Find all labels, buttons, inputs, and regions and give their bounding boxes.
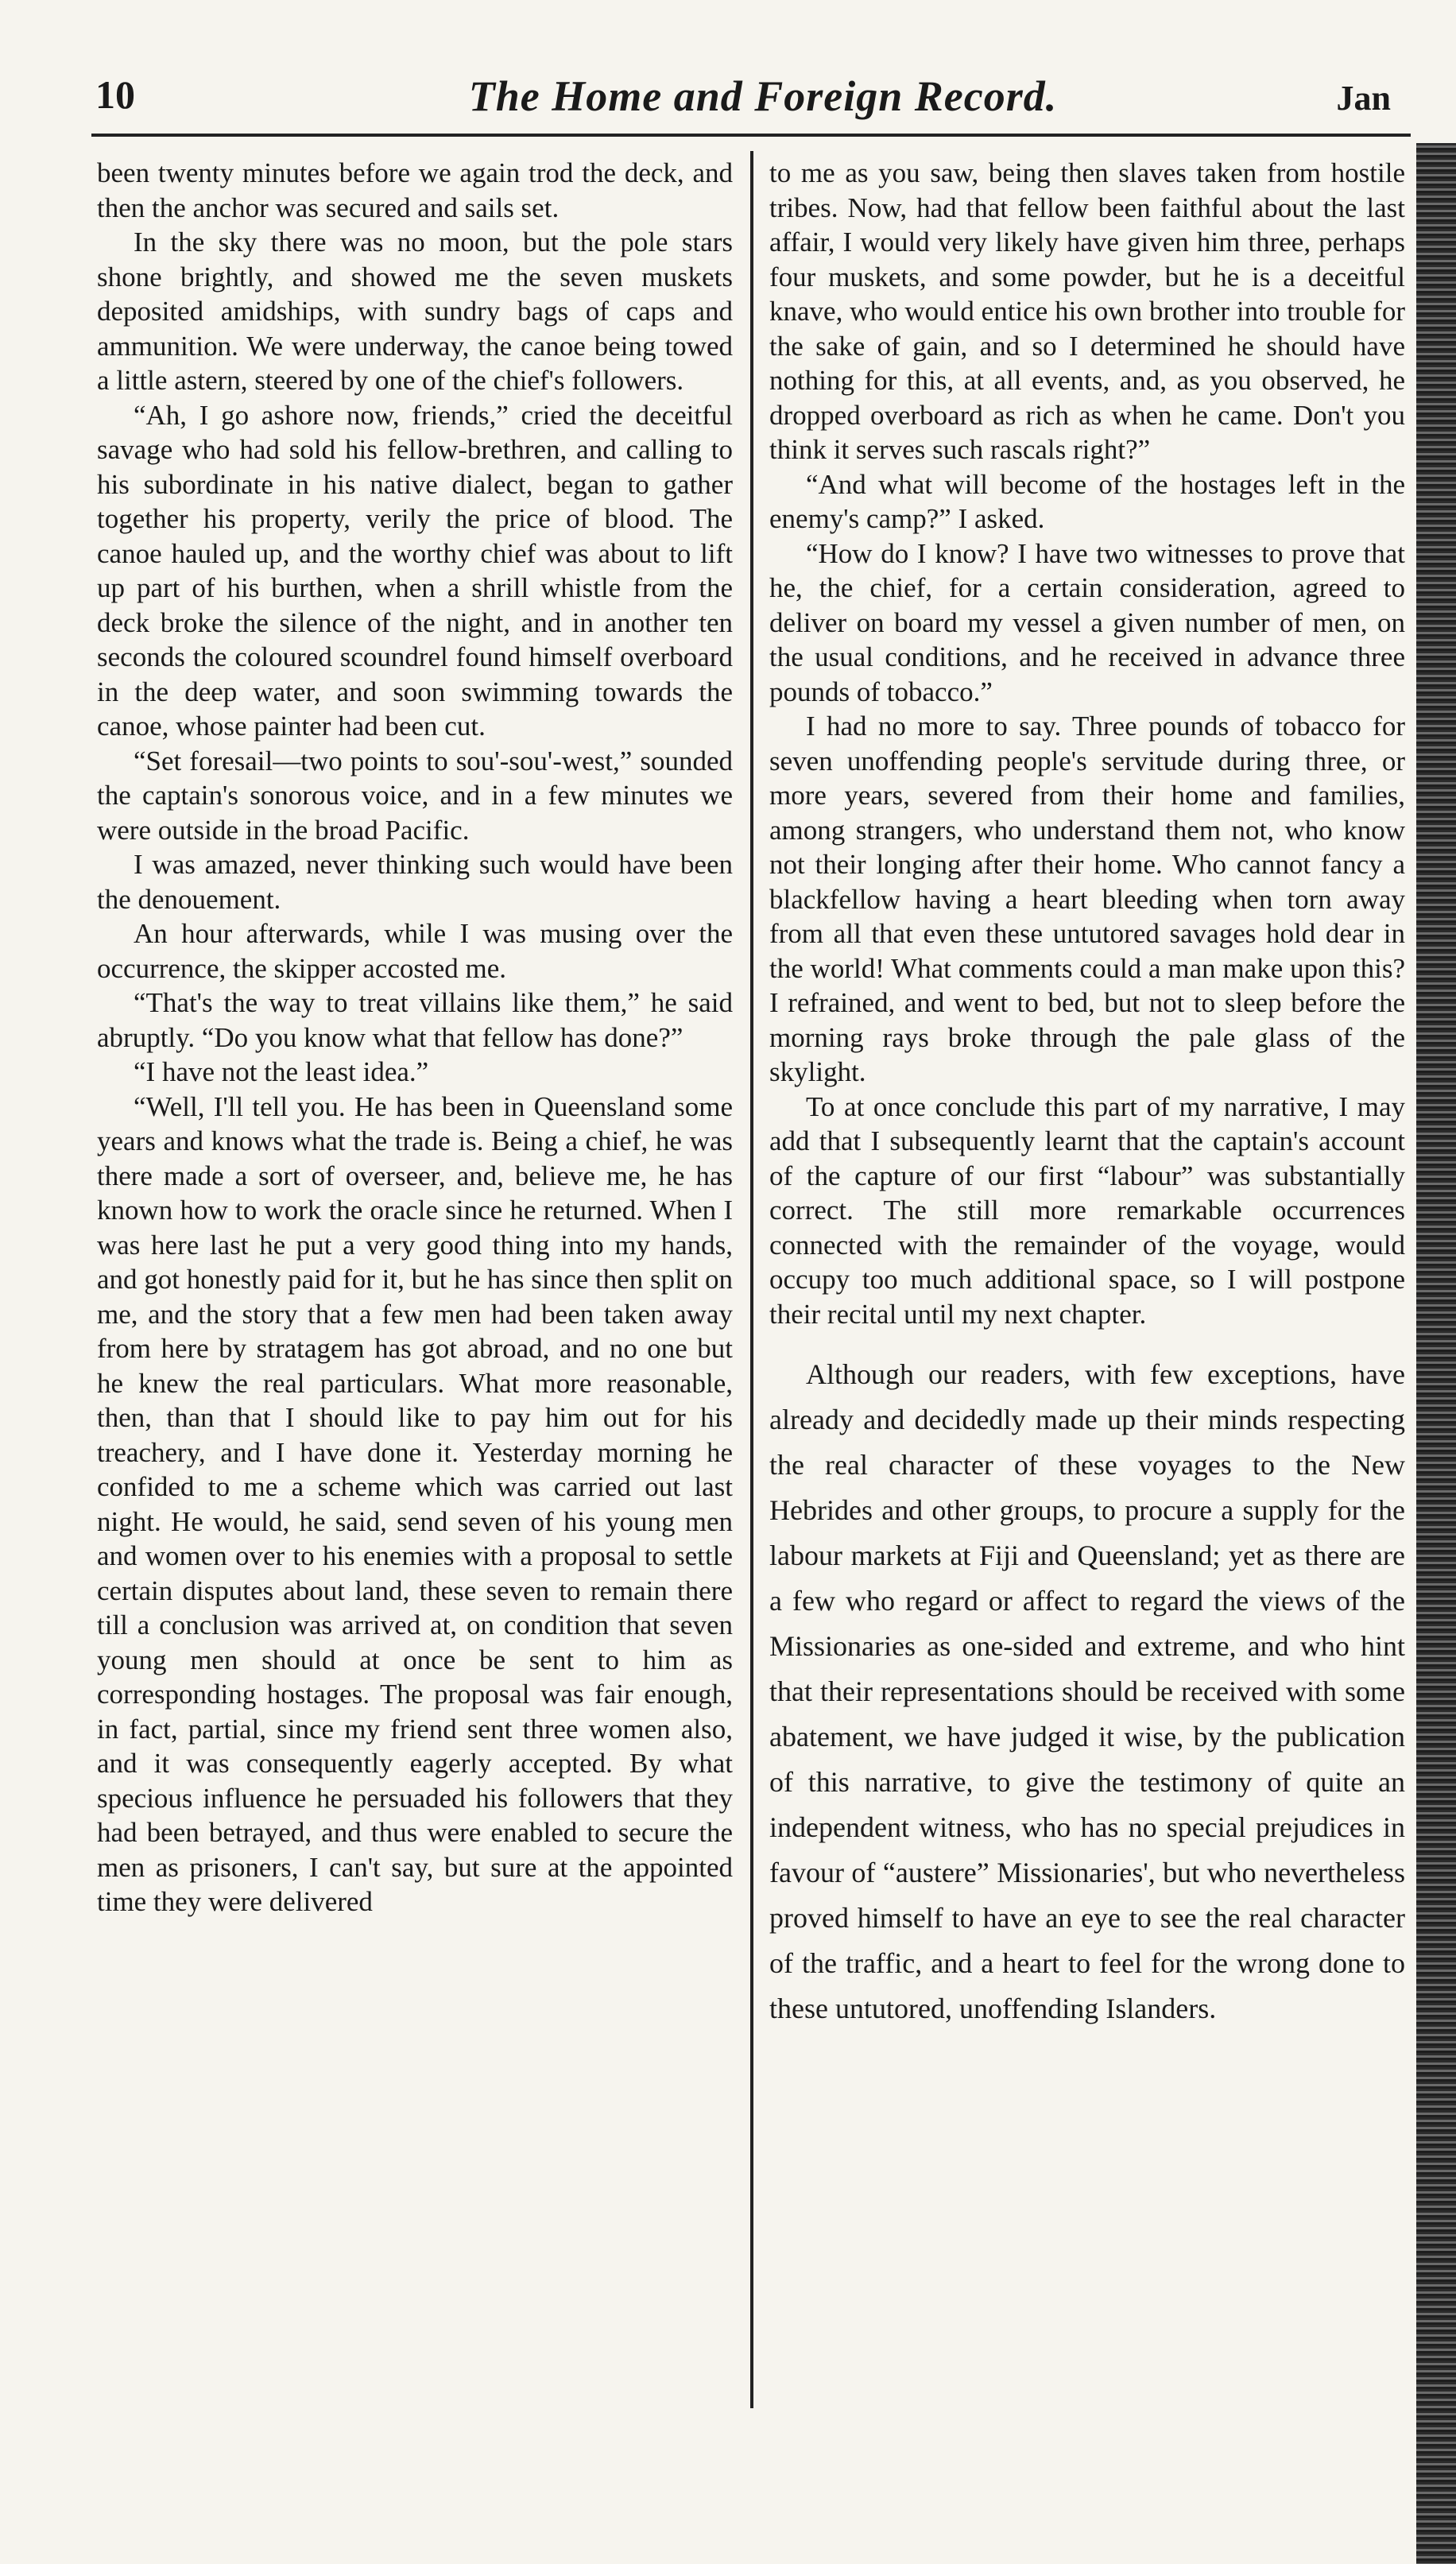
page-edge-binding	[1416, 143, 1456, 2564]
page-number: 10	[95, 72, 135, 117]
editorial-note: Although our readers, with few exceptions, have already and decidedly made up their minds respecting the real character of these voyages to the New Hebrides and other groups, to procure a supply for the labour markets at Fiji and Queensland; yet as there are a few who regard or affect to regard the views of the Missionaries as one-sided and extreme, and who hint that their representations should be received with some abatement, we have judged it wise, by the publication of this narrative, to give the testimony of quite an independent witness, who has no special prejudices in favour of “austere” Missionaries', but who nevertheless proved himself to have an eye to see the real character of the traffic, and a heart to feel for the wrong done to these untutored, unoffending Islanders.	[769, 1358, 1405, 2024]
paragraph: been twenty minutes before we again trod the deck, and then the anchor was secured and sails set.	[97, 157, 733, 223]
journal-title: The Home and Foreign Record.	[468, 72, 1058, 120]
paragraph: “I have not the least idea.”	[134, 1056, 429, 1087]
issue-month: Jan	[1336, 79, 1391, 118]
paragraph: In the sky there was no moon, but the pole stars shone brightly, and showed me the seven muskets deposited amidships, with sundry bags of caps and ammunition. We were underway, the canoe being towed a little astern, steered by one of the chief's followers.	[97, 227, 733, 396]
paragraph: “And what will become of the hostages left in the enemy's camp?” I asked.	[769, 468, 1405, 534]
paragraph: “Set foresail—two points to sou'-sou'-west,” sounded the captain's sonorous voice, and in a few minutes we were outside in the broad Pacific.	[97, 745, 733, 846]
paragraph: “That's the way to treat villains like them,” he said abruptly. “Do you know what that fellow has done?”	[97, 987, 733, 1053]
paragraph: “Ah, I go ashore now, friends,” cried the deceitful savage who had sold his fellow-brethren, and calling to his subordinate in his native dialect, began to gather together his property, verily the price of blood. The canoe hauled up, and the worthy chief was about to lift up part of his burthen, when a shrill whistle from the deck broke the silence of the night, and in another ten seconds the coloured scoundrel found himself overboard in the deep water, and soon swimming towards the canoe, whose painter had been cut.	[97, 399, 733, 742]
paragraph: To at once conclude this part of my narrative, I may add that I subsequently learnt that the captain's account of the capture of our first “labour” was substantially correct. The still more remarkable occurrences connected with the remainder of the voyage, would occupy too much additional space, so I will postpone their recital until my next chapter.	[769, 1090, 1405, 1330]
column-divider	[750, 151, 753, 2408]
paragraph: An hour afterwards, while I was musing over the occurrence, the skipper accosted me.	[97, 918, 733, 984]
paragraph: I had no more to say. Three pounds of tobacco for seven unoffending people's servitude during three, or more years, severed from their home and families, among strangers, who understand them not, who know not their longing after their home. Who cannot fancy a blackfellow having a heart bleeding when torn away from all that even these untutored savages hold dear in the world! What comments could a man make upon this? I refrained, and went to bed, but not to sleep before the morning rays broke through the pale glass of the skylight.	[769, 711, 1405, 1087]
right-column	[769, 156, 1405, 2031]
left-column	[97, 156, 733, 1919]
paragraph: I was amazed, never thinking such would have been the denouement.	[97, 849, 733, 915]
header-rule	[91, 134, 1411, 137]
page-header	[95, 72, 1407, 135]
paragraph: “Well, I'll tell you. He has been in Queensland some years and knows what the trade is. Being a chief, he was there made a sort of overseer, and, believe me, he has known how to work the oracle since he returned. When I was here last he put a very good thing into my hands, and got honestly paid for it, but he has since then split on me, and the story that a few men had been taken away from here by stratagem has got abroad, and no one but he knew the real particulars. What more reasonable, then, than that I should like to pay him out for his treachery, and I have done it. Yesterday morning he confided to me a scheme which was carried out last night. He would, he said, send seven of his young men and women over to his enemies with a proposal to settle certain disputes about land, these seven to remain there till a conclusion was arrived at, on condition that seven young men should at once be sent to him as corresponding hostages. The proposal was fair enough, in fact, partial, since my friend sent three women also, and it was consequently eagerly accepted. By what specious influence he persuaded his followers that they had been betrayed, and thus were enabled to secure the men as prisoners, I can't say, but sure at the appointed time they were delivered	[97, 1090, 734, 1917]
paragraph: to me as you saw, being then slaves taken from hostile tribes. Now, had that fellow been faithful about the last affair, I would very likely have given him three, perhaps four muskets, and some powder, but he is a deceitful knave, who would entice his own brother into trouble for the sake of gain, and so I determined he should have nothing for this, at all events, and, as you observed, he dropped overboard as rich as when he came. Don't you think it serves such rascals right?”	[769, 157, 1405, 465]
paragraph: “How do I know? I have two witnesses to prove that he, the chief, for a certain consideration, agreed to deliver on board my vessel a given number of men, on the usual conditions, and he received in advance three pounds of tobacco.”	[769, 537, 1405, 707]
